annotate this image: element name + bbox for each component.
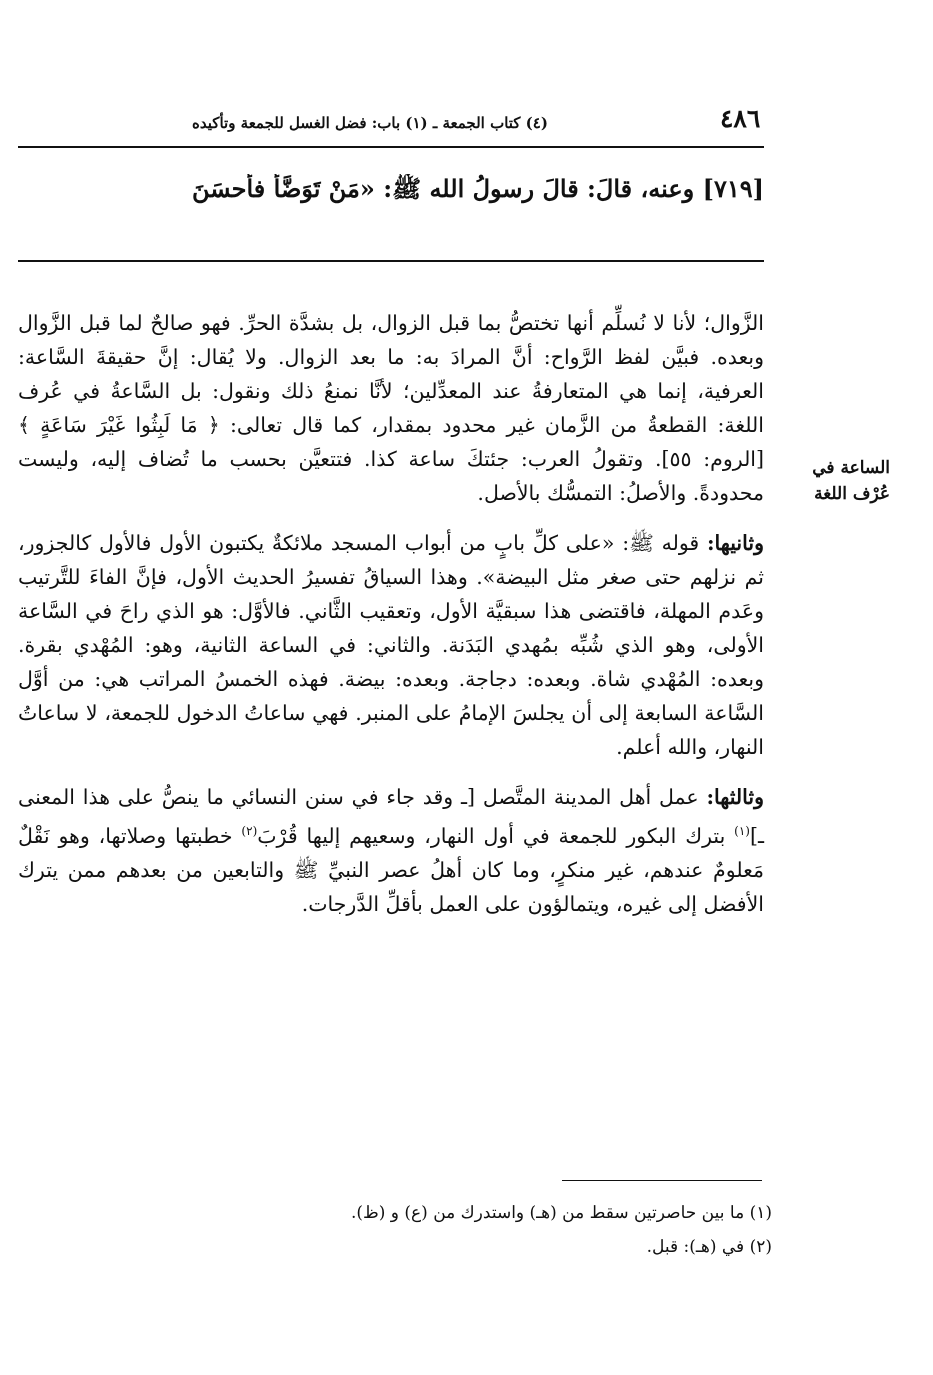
footnote-2: (٢) في (هـ): قبل. bbox=[646, 1237, 772, 1257]
margin-note-line1: الساعة في bbox=[812, 458, 890, 478]
margin-note bbox=[780, 455, 890, 507]
margin-note-line2: عُرْف اللغة bbox=[814, 484, 890, 504]
paragraph-3-lead: وثالثها: bbox=[706, 785, 764, 809]
paragraph-3-body-c: خطبتها وصلاتها، وهو نَقْلٌ مَعلومٌ عندهم، غير منكرٍ، وما كان أهلُ عصر النبيِّ ﷺ والتابعين من بعدهم ممن يترك الأفضل إلى غيره، ويتمالؤون على العمل بأقلِّ الدَّرجات. bbox=[18, 823, 764, 916]
hadith-rule bbox=[18, 260, 764, 262]
paragraph-1: الزَّوال؛ لأنا لا نُسلِّم أنها تختصُّ بما قبل الزوال، بل بشدَّة الحرِّ. فهو صالحٌ لما قبل الزَّوال وبعده. فبيَّن لفظ الرَّواح: أنَّ المرادَ به: ما بعد الزوال. ولا يُقال: إنَّ حقيقةَ السَّاعة: العرفية، إنما هي المتعارفةُ عند المعدِّلين؛ لأنَّا نمنعُ ذلك ونقول: بل السَّاعةُ في عُرف اللغة: القطعةُ من الزَّمان غير محدود بمقدار، كما قال تعالى: ﴿ مَا لَبِثُوا غَيْرَ سَاعَةٍ ﴾ [الروم: ٥٥]. وتقولُ العرب: جئتكَ ساعة كذا. فتتعيَّن بحسب ما تُضاف إليه، وليست محدودةً. والأصلُ: التمسُّك بالأصل. bbox=[18, 311, 765, 505]
footnote-1: (١) ما بين حاصرتين سقط من (هـ) واستدرك من (ع) و (ظ). bbox=[351, 1203, 772, 1223]
footnotes bbox=[18, 1196, 772, 1264]
paragraph-3 bbox=[18, 780, 764, 921]
running-head: (٤) كتاب الجمعة ـ (١) باب: فضل الغسل للجمعة وتأكيده bbox=[192, 114, 548, 132]
paragraph-2-body: قوله ﷺ: «على كلِّ بابٍ من أبواب المسجد ملائكةٌ يكتبون الأول فالأول كالجزور، ثم نزلهم حتى صغر مثل البيضة». وهذا السياقُ تفسيرُ الحديث الأول، فإنَّ الفاءَ للتَّرتيب وعَدم المهلة، فاقتضى هذا سبقيَّة الأول، وتعقيب الثَّاني. فالأوَّل: هو الذي راحَ في السَّاعة الأولى، وهو الذي شُبِّه بمُهدي البَدَنة. والثاني: في الساعة الثانية، وهو: المُهْدي بقرة. وبعده: المُهْدي شاة. وبعده: دجاجة. وبعده: بيضة. فهذه الخمسُ المراتب هي: من أوَّل السَّاعة السابعة إلى أن يجلسَ الإمامُ على المنبر. فهي ساعاتُ الدخول للجمعة، لا ساعاتُ النهار، والله أعلم. bbox=[18, 531, 764, 759]
paragraph-3-body-b: بترك البكور للجمعة في أول النهار، وسعيهم إليها قُرْبَ bbox=[257, 823, 735, 848]
page-number: ٤٨٦ bbox=[720, 104, 761, 133]
hadith-text: [٧١٩] وعنه، قالَ: قالَ رسولُ الله ﷺ: «مَنْ تَوَضَّأَ فأحسَنَ bbox=[191, 174, 764, 203]
footnote-rule bbox=[562, 1180, 762, 1181]
footnote-ref-1[interactable]: (١) bbox=[734, 824, 750, 838]
commentary bbox=[18, 306, 764, 937]
paragraph-2 bbox=[18, 526, 764, 764]
paragraph-3-body-a: عمل أهل المدينة المتَّصل [ـ وقد جاء في سنن النسائي ما ينصُّ على هذا المعنى ـ] bbox=[18, 785, 764, 848]
paragraph-2-lead: وثانيها: bbox=[706, 531, 764, 555]
header-rule bbox=[18, 146, 764, 148]
footnote-ref-2[interactable]: (٢) bbox=[241, 824, 258, 838]
